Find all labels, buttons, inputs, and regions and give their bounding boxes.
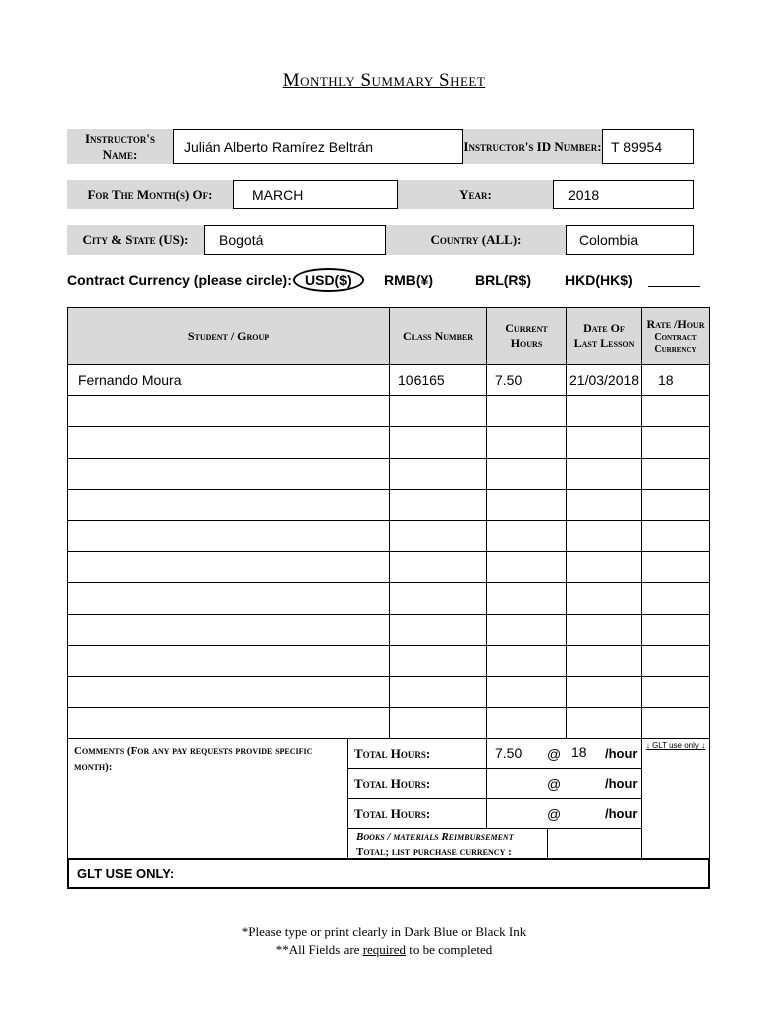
hours-cell[interactable] [486, 645, 567, 677]
student-cell[interactable] [67, 395, 390, 427]
rate-cell[interactable] [641, 645, 710, 677]
month-field[interactable]: MARCH [252, 186, 304, 203]
header-current-hours [486, 307, 567, 365]
class-number-cell-value: 106165 [398, 372, 445, 389]
date-cell[interactable] [566, 426, 642, 458]
hours-cell[interactable] [486, 614, 567, 646]
class-number-cell[interactable] [389, 614, 487, 646]
date-cell[interactable] [566, 364, 642, 396]
hours-cell[interactable] [486, 582, 567, 614]
class-number-cell[interactable] [389, 489, 487, 521]
student-cell-value: Fernando Moura [78, 372, 182, 389]
page-title: Monthly Summary Sheet [282, 70, 486, 91]
total-hours-value-cell[interactable] [486, 738, 642, 769]
class-number-cell[interactable] [389, 582, 487, 614]
header-date-last-lesson-text: Date Of Last Lesson [573, 321, 635, 350]
books-reimbursement-label [347, 828, 548, 859]
date-cell[interactable] [566, 489, 642, 521]
per-hour-unit: /hour [605, 806, 638, 822]
year-label: Year: [397, 180, 554, 209]
city-field[interactable]: Bogotá [219, 232, 264, 248]
hours-cell[interactable] [486, 551, 567, 583]
currency-option-hkd[interactable]: HKD(HK$) [565, 272, 633, 288]
instructor-name-label: Instructor's Name: [67, 129, 174, 164]
hours-cell[interactable] [486, 395, 567, 427]
year-field[interactable]: 2018 [568, 186, 600, 203]
rate-cell[interactable] [641, 489, 710, 521]
total-hours-value-cell[interactable] [486, 768, 642, 799]
student-cell[interactable] [67, 520, 390, 552]
rate-cell[interactable] [641, 426, 710, 458]
per-hour-unit: /hour [605, 746, 638, 762]
class-number-cell[interactable] [389, 676, 487, 708]
rate-cell[interactable] [641, 707, 710, 739]
at-symbol: @ [547, 806, 562, 823]
at-symbol: @ [547, 776, 562, 793]
glt-use-small-label: ↓ GLT use only ↓ [645, 741, 706, 751]
header-date-last-lesson [566, 307, 642, 365]
date-cell[interactable] [566, 645, 642, 677]
footer-note-2-suffix: to be completed [406, 942, 493, 957]
class-number-cell[interactable] [389, 364, 487, 396]
date-cell[interactable] [566, 676, 642, 708]
date-cell[interactable] [566, 458, 642, 490]
total-hours-label: Total Hours: [347, 738, 487, 769]
total-hours-label: Total Hours: [347, 768, 487, 799]
rate-cell-value: 18 [658, 372, 674, 389]
rate-cell[interactable] [641, 520, 710, 552]
at-symbol: @ [547, 746, 562, 763]
footer-note-2-prefix: **All Fields are [275, 942, 363, 957]
hours-cell[interactable] [486, 458, 567, 490]
student-cell[interactable] [67, 582, 390, 614]
student-cell[interactable] [67, 426, 390, 458]
header-class-number-text: Class Number [402, 328, 474, 343]
date-cell-value: 21/03/2018 [569, 372, 640, 389]
class-number-cell[interactable] [389, 520, 487, 552]
comments-box[interactable] [67, 738, 348, 859]
header-class-number [389, 307, 487, 365]
date-cell[interactable] [566, 395, 642, 427]
per-hour-unit: /hour [605, 776, 638, 792]
footer-note-2-required: required [362, 942, 407, 957]
date-cell[interactable] [566, 551, 642, 583]
class-number-cell[interactable] [389, 395, 487, 427]
hours-cell[interactable] [486, 426, 567, 458]
rate-cell[interactable] [641, 676, 710, 708]
header-rate-subtext: Contract Currency [654, 331, 697, 355]
total-hours-value: 7.50 [495, 745, 523, 762]
books-reimbursement-field[interactable] [547, 828, 642, 859]
currency-label: Contract Currency (please circle): [67, 272, 292, 288]
header-student [67, 307, 390, 365]
glt-use-column [641, 738, 710, 859]
instructor-name-field[interactable]: Julián Alberto Ramírez Beltrán [184, 138, 374, 155]
class-number-cell[interactable] [389, 707, 487, 739]
month-label: For The Month(s) Of: [67, 180, 234, 209]
total-hours-value-cell[interactable] [486, 798, 642, 829]
comments-label: Comments (For any pay requests provide specific month): [74, 745, 313, 774]
hours-cell[interactable] [486, 676, 567, 708]
currency-option-rmb[interactable]: RMB(¥) [384, 272, 433, 288]
currency-other-blank[interactable] [648, 286, 700, 287]
student-cell[interactable] [67, 551, 390, 583]
header-rate-text: Rate /Hour [646, 316, 705, 331]
date-cell[interactable] [566, 707, 642, 739]
footer-note-1: *Please type or print clearly in Dark Blue or Black Ink [241, 924, 527, 939]
class-number-cell[interactable] [389, 551, 487, 583]
student-cell[interactable] [67, 707, 390, 739]
student-cell[interactable] [67, 614, 390, 646]
class-number-cell[interactable] [389, 645, 487, 677]
student-cell[interactable] [67, 676, 390, 708]
footer-note-2 [0, 942, 768, 958]
student-cell[interactable] [67, 489, 390, 521]
class-number-cell[interactable] [389, 458, 487, 490]
date-cell[interactable] [566, 582, 642, 614]
rate-cell[interactable] [641, 582, 710, 614]
class-number-cell[interactable] [389, 426, 487, 458]
total-hours-label: Total Hours: [347, 798, 487, 829]
student-cell[interactable] [67, 645, 390, 677]
currency-option-usd[interactable]: USD($) [305, 272, 352, 288]
books-label-line1: Books / materials Reimbursement [356, 831, 514, 844]
rate-cell[interactable] [641, 458, 710, 490]
hours-cell[interactable] [486, 707, 567, 739]
header-rate [641, 307, 710, 365]
student-cell[interactable] [67, 458, 390, 490]
country-field[interactable]: Colombia [579, 232, 639, 248]
header-current-hours-text: Current Hours [505, 321, 548, 350]
glt-use-only-bar[interactable]: GLT USE ONLY: [67, 858, 710, 889]
hours-cell[interactable] [486, 489, 567, 521]
student-cell[interactable] [67, 364, 390, 396]
hours-cell-value: 7.50 [495, 372, 523, 389]
rate-cell[interactable] [641, 395, 710, 427]
total-rate-value: 18 [571, 744, 587, 761]
instructor-id-field[interactable]: T 89954 [611, 138, 663, 155]
instructor-id-label: Instructor's ID Number: [462, 129, 603, 164]
date-cell[interactable] [566, 520, 642, 552]
rate-cell[interactable] [641, 614, 710, 646]
date-cell[interactable] [566, 614, 642, 646]
hours-cell[interactable] [486, 520, 567, 552]
city-label: City & State (US): [67, 225, 205, 255]
header-student-text: Student / Group [187, 328, 270, 343]
books-label-line2: Total; list purchase currency : [356, 846, 512, 859]
hours-cell[interactable] [486, 364, 567, 396]
rate-cell[interactable] [641, 551, 710, 583]
currency-option-brl[interactable]: BRL(R$) [475, 272, 531, 288]
country-label: Country (ALL): [385, 225, 567, 255]
rate-cell[interactable] [641, 364, 710, 396]
